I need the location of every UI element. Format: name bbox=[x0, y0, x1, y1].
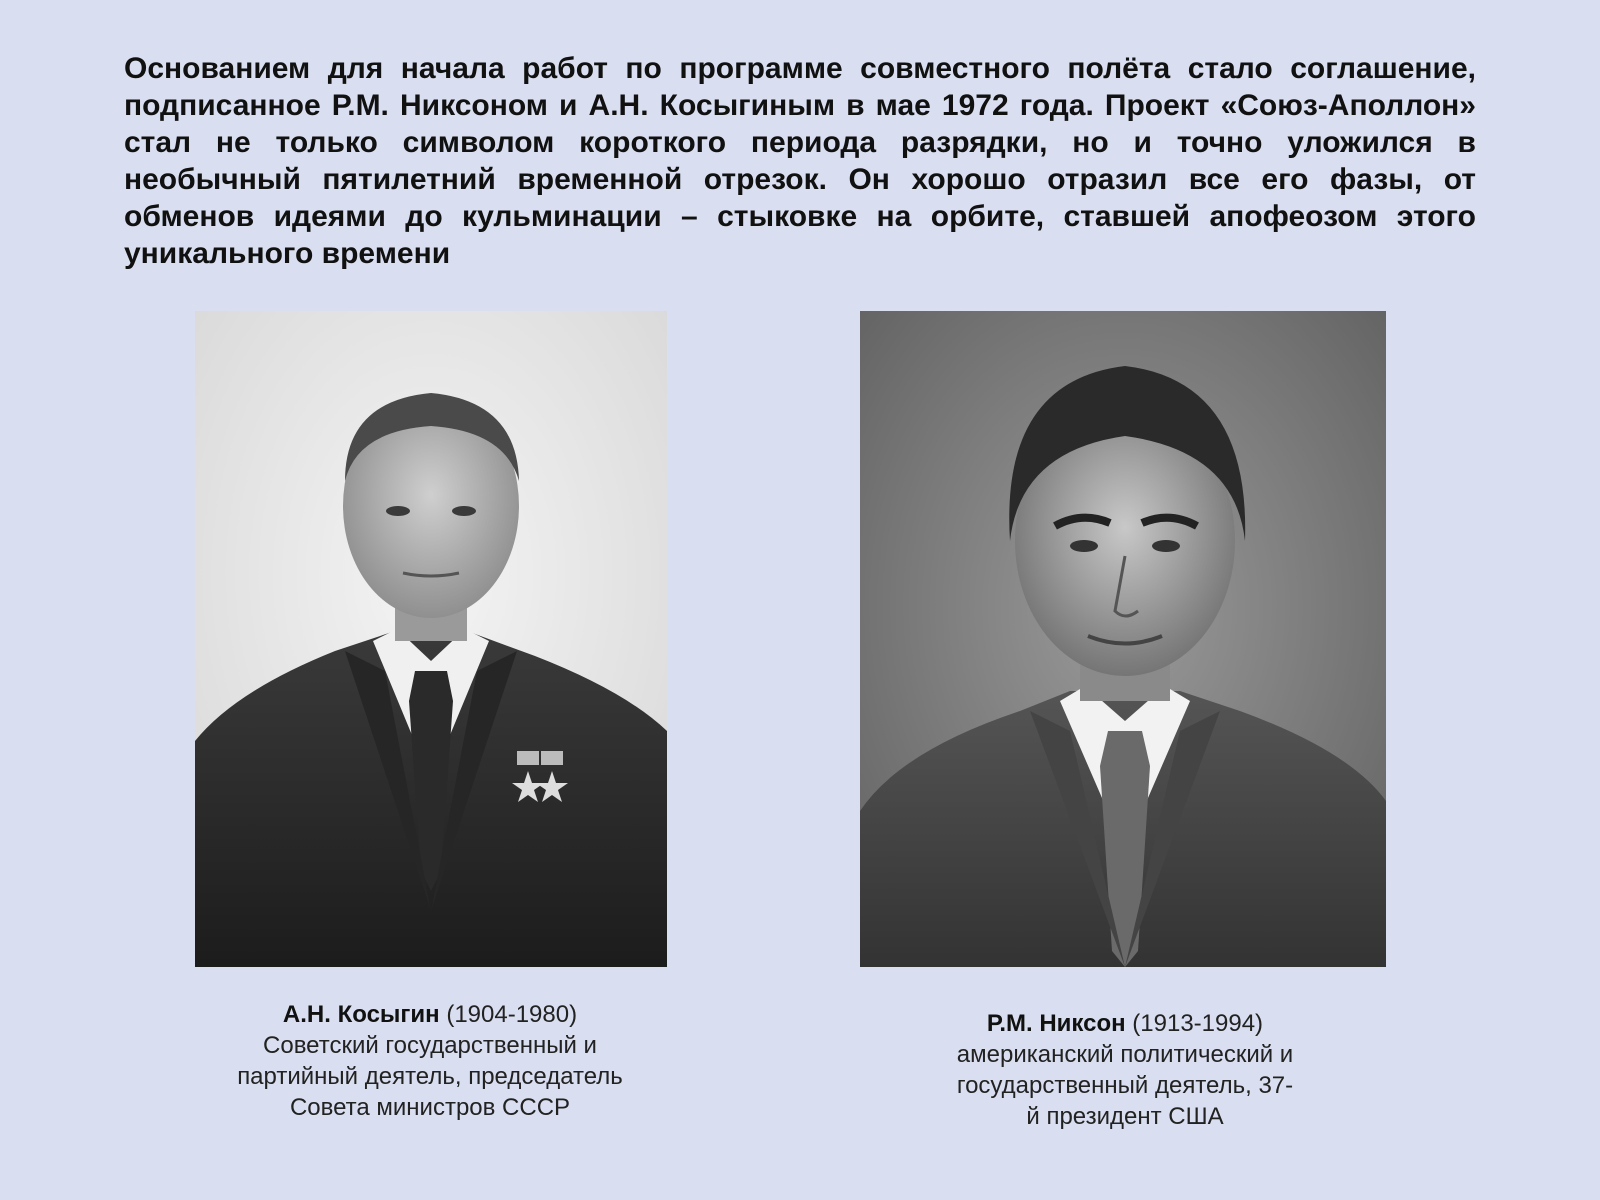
nixon-description-line: государственный деятель, 37- bbox=[956, 1072, 1294, 1099]
kosygin-name: А.Н. Косыгин bbox=[282, 1001, 440, 1028]
kosygin-description-line: Совета министров СССР bbox=[289, 1094, 571, 1121]
kosygin-caption-title bbox=[190, 999, 670, 1030]
nixon-caption bbox=[880, 1008, 1370, 1132]
kosygin-caption bbox=[190, 999, 670, 1123]
nixon-portrait-photo bbox=[860, 311, 1386, 967]
kosygin-description-line: партийный деятель, председатель bbox=[237, 1063, 623, 1090]
nixon-name: Р.М. Никсон bbox=[986, 1010, 1126, 1037]
intro-paragraph: Основанием для начала работ по программе совместного полёта стало соглашение, подписанное Р.М. Никсоном и А.Н. Косыгиным в мае 1972 года. Проект «Союз-Аполлон» стал не только символом короткого периода разрядки, но и точно уложился в необычный пятилетний временной отрезок. Он хорошо отразил все его фазы, от обменов идеями до кульминации – стыковке на орбите, ставшей апофеозом этого уникального времени bbox=[124, 52, 1476, 270]
kosygin-description-line: Советский государственный и bbox=[263, 1032, 597, 1059]
nixon-caption-title bbox=[880, 1008, 1370, 1039]
nixon-description-line: американский политический и bbox=[956, 1041, 1294, 1068]
kosygin-portrait-photo bbox=[195, 311, 667, 967]
nixon-description-line: й президент США bbox=[1026, 1103, 1224, 1130]
kosygin-years: (1904-1980) bbox=[439, 1001, 578, 1028]
nixon-years: (1913-1994) bbox=[1125, 1010, 1264, 1037]
